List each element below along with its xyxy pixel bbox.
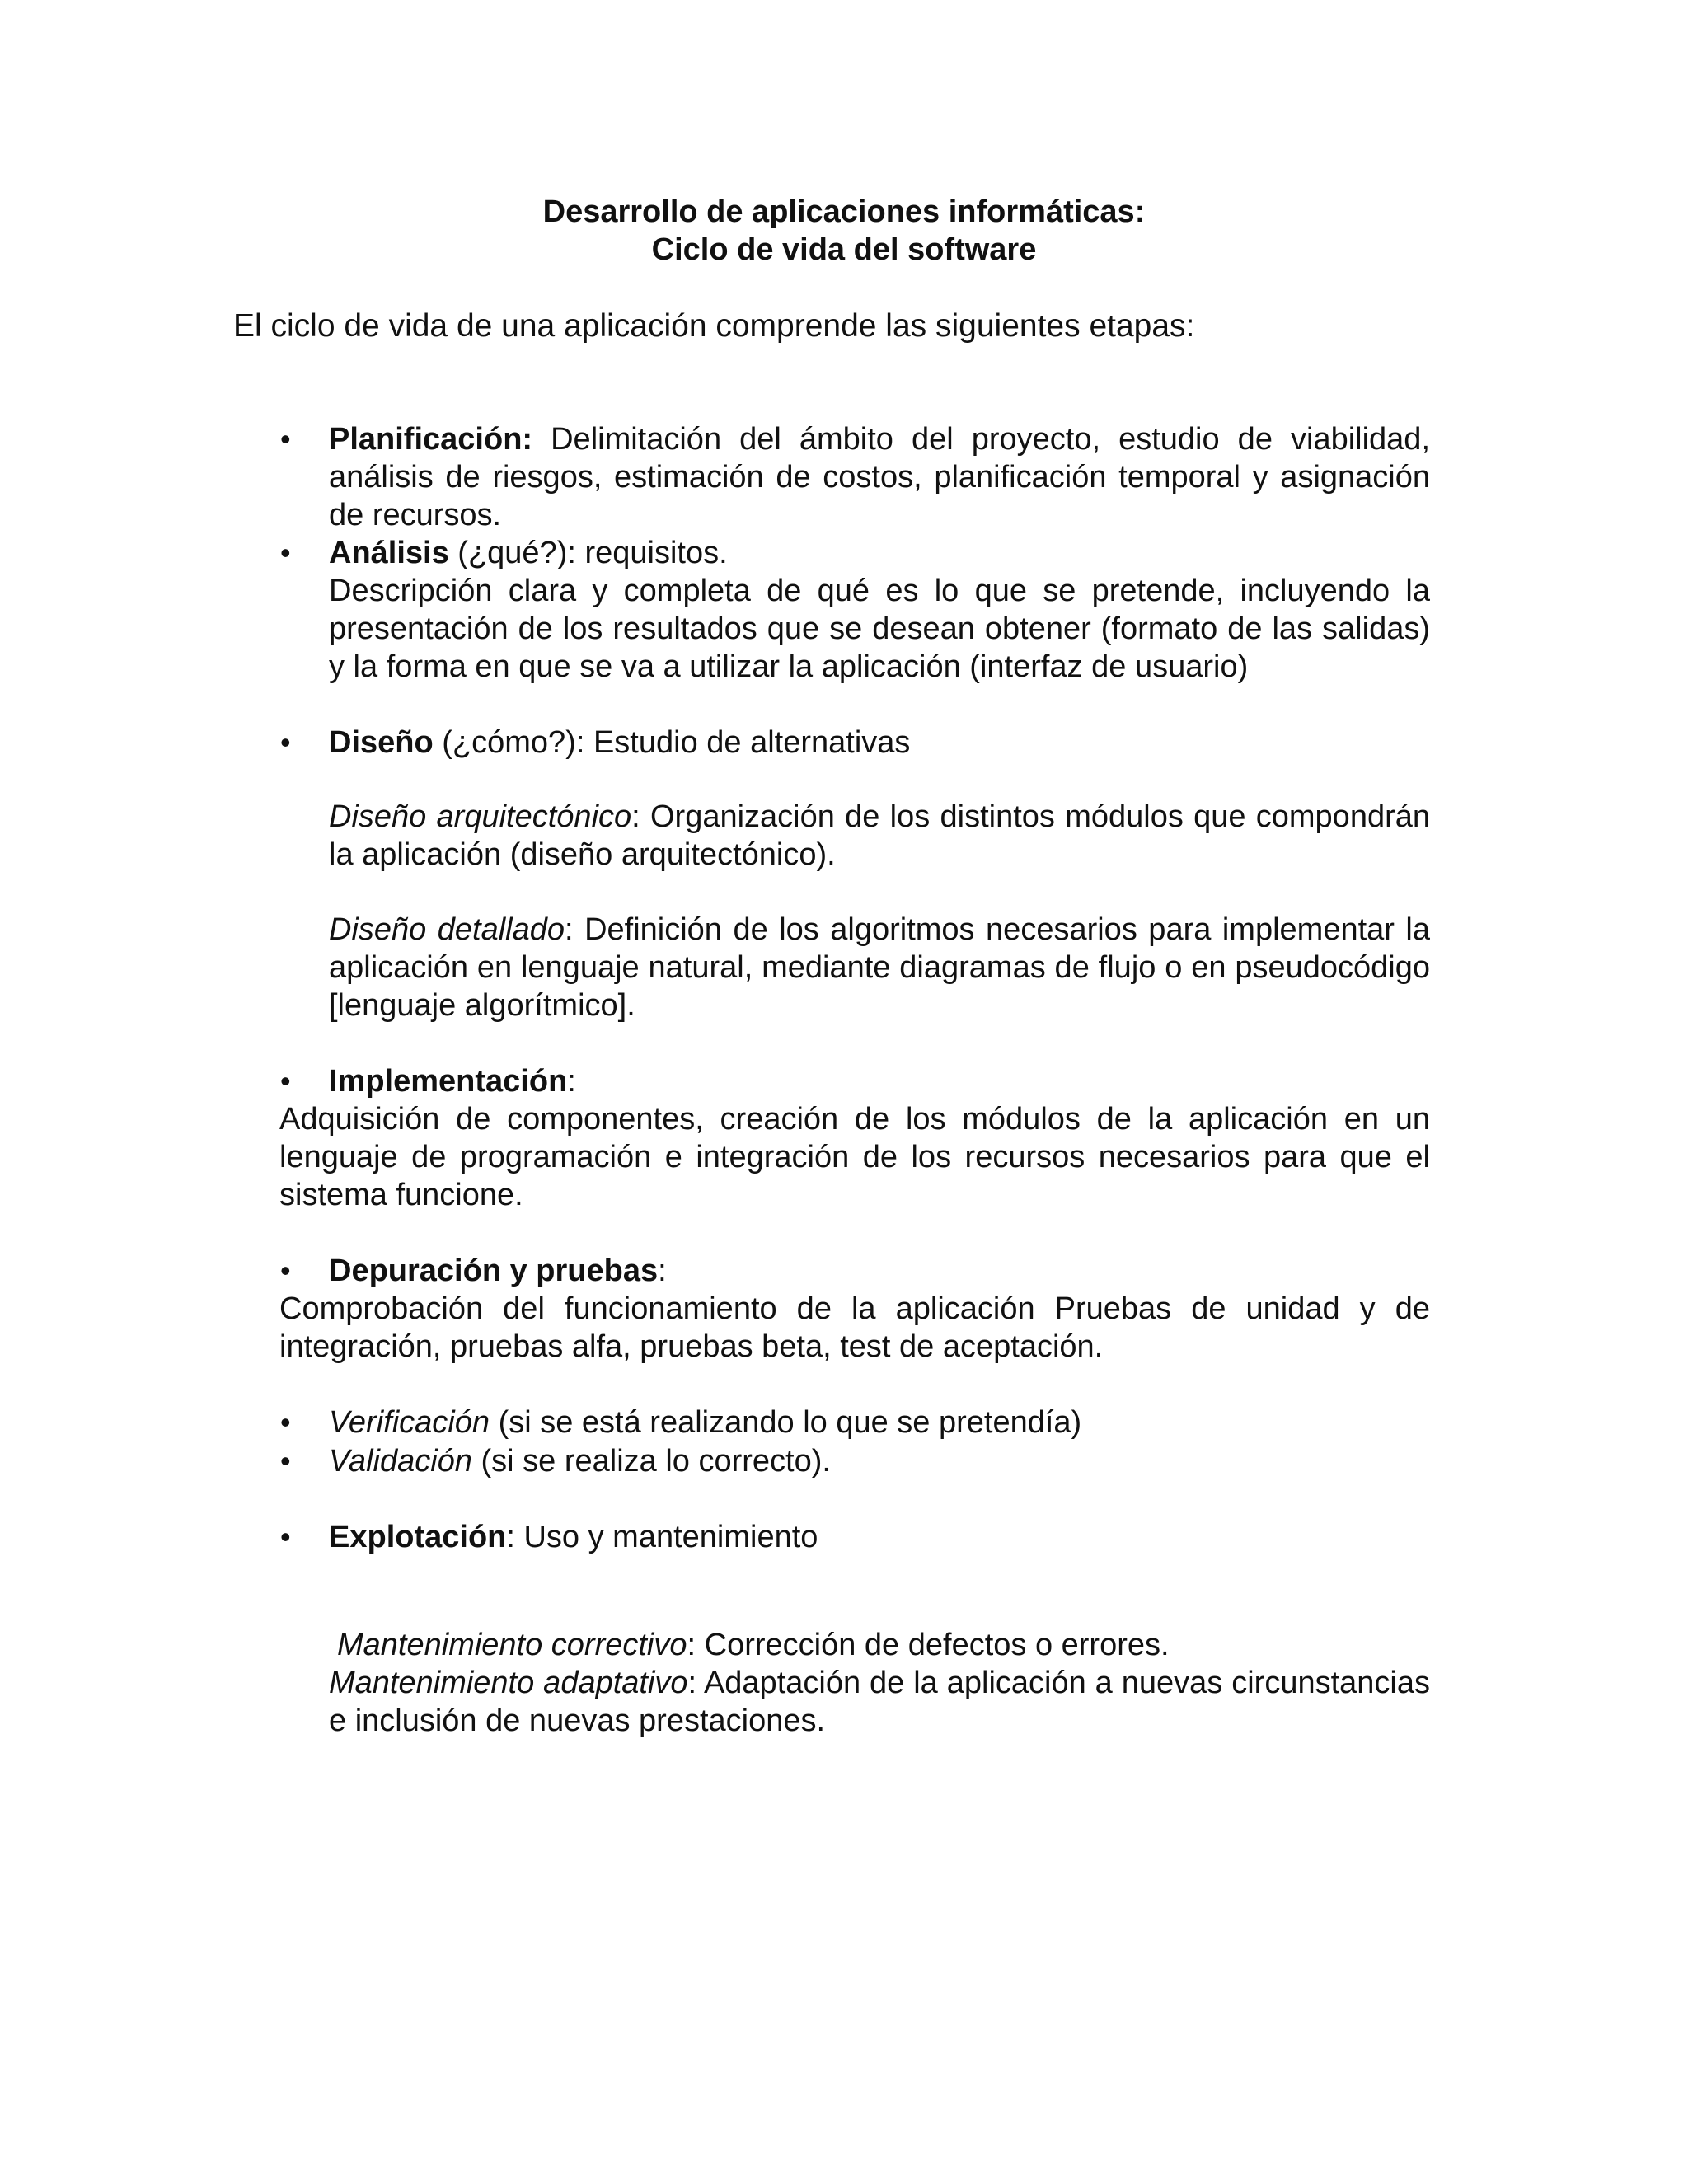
diseno-label: Diseño	[329, 725, 434, 760]
bullet-icon: •	[280, 1254, 291, 1287]
planificacion-label: Planificación:	[329, 422, 533, 457]
verificacion-text: (si se está realizando lo que se pretendía)	[490, 1405, 1082, 1440]
adaptativo-label: Mantenimiento adaptativo	[329, 1666, 688, 1700]
bullet-icon: •	[280, 1520, 291, 1554]
bullet-icon: •	[280, 725, 291, 759]
bullet-icon: •	[280, 536, 291, 569]
explotacion-label: Explotación	[329, 1520, 507, 1554]
planificacion-text: Delimitación del ámbito del proyecto, estudio de viabilidad, análisis de riesgos, estimación de costos, planificación temporal y asignación de recursos.	[329, 422, 1430, 532]
correctivo-text: : Corrección de defectos o errores.	[687, 1628, 1170, 1662]
diseno-item	[329, 724, 1430, 762]
depuracion-text: Comprobación del funcionamiento de la aplicación Pruebas de unidad y de integración, pruebas alfa, pruebas beta, test de aceptación.	[279, 1291, 1430, 1364]
depuracion-label: Depuración y pruebas	[329, 1254, 659, 1288]
title-line-2: Ciclo de vida del software	[651, 232, 1037, 267]
implementacion-suffix: :	[567, 1064, 576, 1099]
validacion-label: Validación	[329, 1444, 472, 1479]
adaptativo-text: : Adaptación de la aplicación a nuevas circunstancias e inclusión de nuevas prestaciones.	[329, 1666, 1430, 1738]
bullet-icon: •	[280, 1064, 291, 1098]
analisis-item	[329, 534, 1430, 686]
explotacion-suffix: : Uso y mantenimiento	[506, 1520, 818, 1554]
validacion-text: (si se realiza lo correcto).	[471, 1444, 831, 1479]
implementacion-heading	[329, 1062, 1430, 1100]
verificacion-item	[329, 1404, 1430, 1441]
bullet-icon: •	[280, 1444, 291, 1478]
verificacion-label: Verificación	[329, 1405, 490, 1440]
title-line-1: Desarrollo de aplicaciones informáticas:	[542, 194, 1146, 229]
correctivo-label: Mantenimiento correctivo	[337, 1628, 687, 1662]
bullet-icon: •	[280, 422, 291, 456]
diseno-suffix: (¿cómo?): Estudio de alternativas	[433, 725, 911, 760]
depuracion-heading	[329, 1252, 1430, 1290]
mantenimiento-adaptativo	[329, 1664, 1430, 1740]
validacion-item	[329, 1442, 1430, 1480]
analisis-suffix: (¿qué?): requisitos.	[448, 536, 728, 570]
diseno-detallado	[329, 911, 1430, 1024]
analisis-text: Descripción clara y completa de qué es lo que se pretende, incluyendo la presentación de los resultados que se desean obtener (formato de las salidas) y la forma en que se va a utilizar la aplicación (interfaz de usuario)	[329, 574, 1430, 684]
mantenimiento-correctivo	[337, 1626, 1430, 1664]
diseno-arquitectonico	[329, 798, 1430, 874]
implementacion-text: Adquisición de componentes, creación de los módulos de la aplicación en un lenguaje de programación e integración de los recursos necesarios para que el sistema funcione.	[279, 1102, 1430, 1212]
depuracion-suffix: :	[658, 1254, 667, 1288]
explotacion-item	[329, 1518, 1430, 1556]
analisis-label: Análisis	[329, 536, 449, 570]
diseno-arq-text: : Organización de los distintos módulos que compondrán la aplicación (diseño arquitectónico).	[329, 799, 1431, 872]
diseno-arq-label: Diseño arquitectónico	[329, 799, 632, 834]
intro-paragraph: El ciclo de vida de una aplicación comprende las siguientes etapas:	[233, 308, 1195, 344]
planificacion-item	[329, 420, 1430, 534]
implementacion-label: Implementación	[329, 1064, 568, 1099]
diseno-det-label: Diseño detallado	[329, 912, 565, 947]
bullet-icon: •	[280, 1405, 291, 1439]
diseno-det-text: : Definición de los algoritmos necesarios para implementar la aplicación en lenguaje natural, mediante diagramas de flujo o en pseudocódigo [lenguaje algorítmico].	[329, 912, 1430, 1023]
